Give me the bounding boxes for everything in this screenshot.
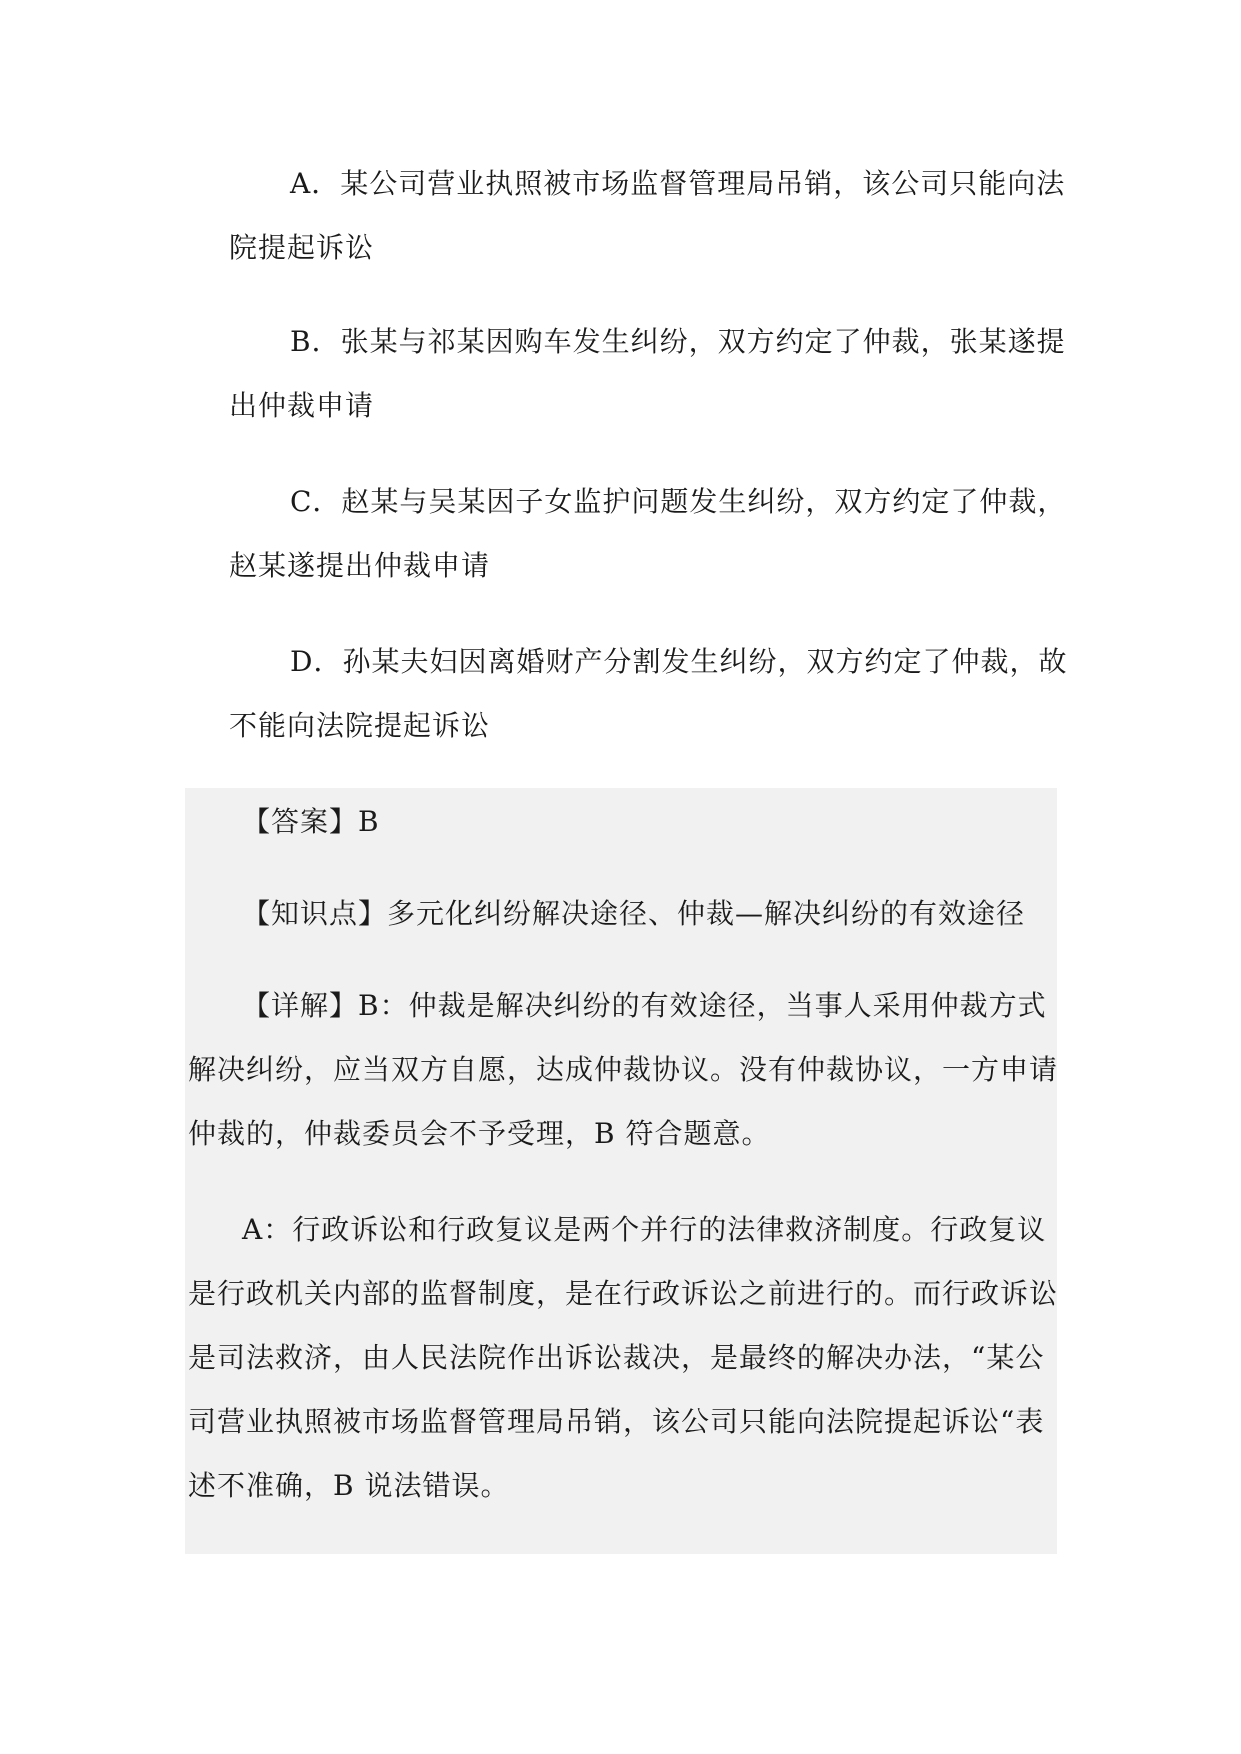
explanation-a-line: A：行政诉讼和行政复议是两个并行的法律救济制度。行政复议 <box>242 1213 1047 1246</box>
option-a-line1: A．某公司营业执照被市场监督管理局吊销，该公司只能向法 <box>290 167 1066 200</box>
explanation-line: 【详解】B：仲裁是解决纠纷的有效途径，当事人采用仲裁方式 <box>242 989 1047 1022</box>
option-b-line1: B．张某与祁某因购车发生纠纷，双方约定了仲裁，张某遂提 <box>290 325 1066 358</box>
explanation-line: 解决纠纷，应当双方自愿，达成仲裁协议。没有仲裁协议，一方申请 <box>188 1053 1059 1086</box>
knowledge-point-line: 【知识点】多元化纠纷解决途径、仲裁—解决纠纷的有效途径 <box>242 897 1026 930</box>
explanation-line: 仲裁的，仲裁委员会不予受理，B 符合题意。 <box>188 1117 771 1150</box>
option-d-line1: D．孙某夫妇因离婚财产分割发生纠纷，双方约定了仲裁，故 <box>290 645 1068 678</box>
option-c-line1: C．赵某与吴某因子女监护问题发生纠纷，双方约定了仲裁， <box>290 485 1067 518</box>
option-a-line2: 院提起诉讼 <box>229 231 375 264</box>
explanation-a-line: 述不准确，B 说法错误。 <box>188 1469 510 1502</box>
answer-line: 【答案】B <box>242 805 380 838</box>
explanation-a-line: 是司法救济，由人民法院作出诉讼裁决，是最终的解决办法，“某公 <box>188 1341 1045 1374</box>
option-d-line2: 不能向法院提起诉讼 <box>229 709 491 742</box>
option-b-line2: 出仲裁申请 <box>229 389 375 422</box>
explanation-a-line: 司营业执照被市场监督管理局吊销，该公司只能向法院提起诉讼“表 <box>188 1405 1045 1438</box>
explanation-a-line: 是行政机关内部的监督制度，是在行政诉讼之前进行的。而行政诉讼 <box>188 1277 1059 1310</box>
option-c-line2: 赵某遂提出仲裁申请 <box>229 549 491 582</box>
